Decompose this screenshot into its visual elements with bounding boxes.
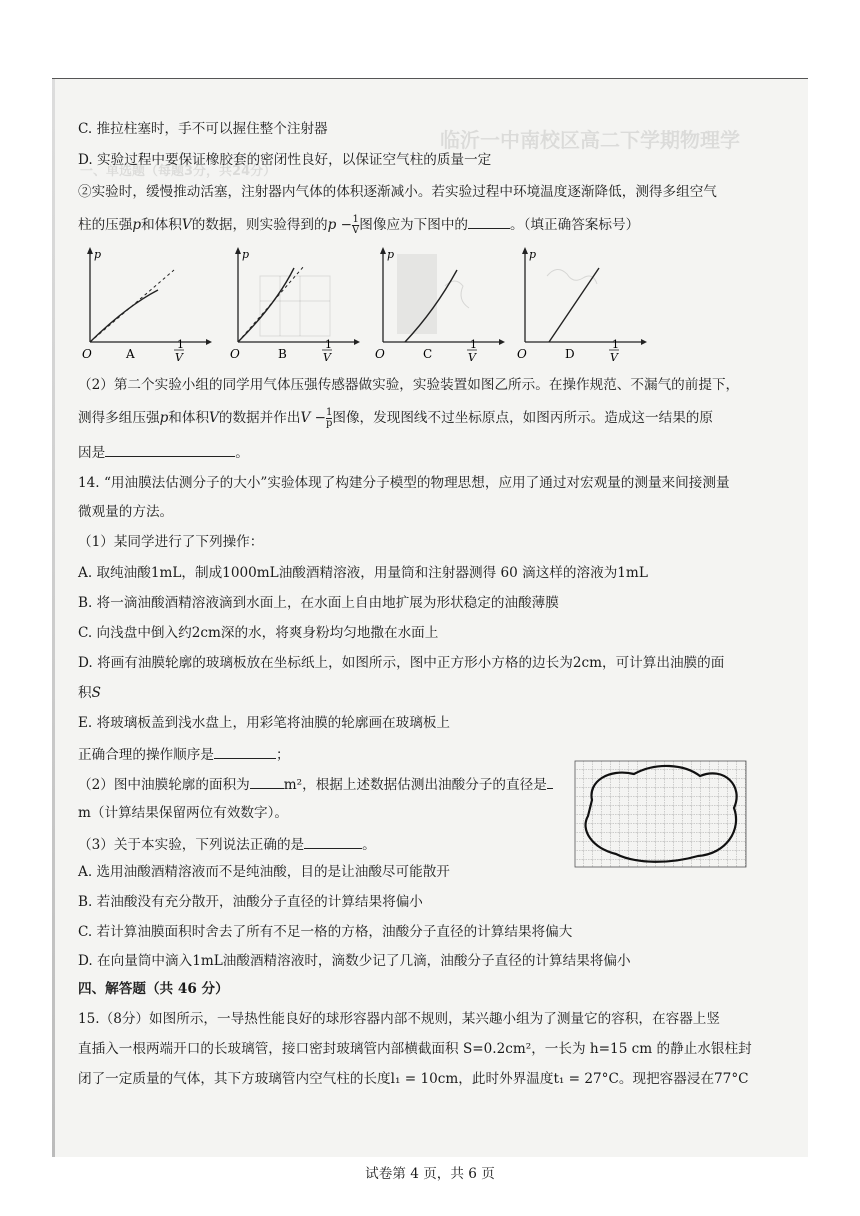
section-4-heading: 四、解答题（共 46 分） — [78, 981, 229, 997]
area-blank[interactable] — [250, 774, 284, 789]
order-line: 正确合理的操作顺序是 ； — [78, 744, 290, 764]
graph-a-x-den: V — [175, 351, 183, 364]
q14-3-a: A. 选用油酸酒精溶液而不是纯油酸，目的是让油酸尽可能散开 — [78, 864, 450, 880]
option-c-line: C. 推拉柱塞时，手不可以握住整个注射器 — [78, 121, 328, 137]
question-2-line-cont: 柱的压强p和体积V的数据，则实验得到的p − $\frac{1}{V}$ 图像应为下图中的 。（填正确答案标号） — [78, 214, 640, 236]
graph-b — [230, 246, 360, 364]
q14-part-1: （1）某同学进行了下列操作： — [78, 534, 264, 550]
question-15-line-2: 直插入一根两端开口的长玻璃管，接口密封玻璃管内部横截面积 S=0.2cm²，一长为 h=15 cm 的静止水银柱封 — [78, 1041, 752, 1057]
graph-a-x-num: 1 — [177, 338, 184, 351]
graph-b-x-den: V — [323, 351, 331, 364]
option-d-line: D. 实验过程中要保证橡胶套的密闭性良好，以保证空气柱的质量一定 — [78, 152, 492, 168]
q14-3-b: B. 若油酸没有充分散开，油酸分子直径的计算结果将偏小 — [78, 894, 423, 910]
q14-part-2: （2）图中油膜轮廓的面积为 m²，根据上述数据估测出油酸分子的直径是 — [78, 774, 553, 794]
graph-d-x-den: V — [610, 351, 618, 364]
graph-d-origin: O — [517, 347, 527, 361]
choice-blank[interactable] — [304, 834, 362, 849]
graph-a-label: A — [126, 347, 135, 361]
graph-b-x-num: 1 — [325, 338, 332, 351]
answer-blank[interactable] — [468, 214, 510, 229]
graph-c-x-num: 1 — [470, 338, 477, 351]
q14-3-c: C. 若计算油膜面积时舍去了所有不足一格的方格，油酸分子直径的计算结果将偏大 — [78, 924, 573, 940]
graph-d-axis-p: p — [529, 248, 537, 261]
q14-3-d: D. 在向量筒中滴入1mL油酸酒精溶液时，滴数少记了几滴，油酸分子直径的计算结果将偏小 — [78, 953, 631, 969]
q14-op-d-cont: 积S — [78, 685, 101, 701]
graph-c-axis-p: p — [387, 248, 395, 261]
graph-b-origin: O — [230, 347, 240, 361]
graph-c-x-den: V — [468, 351, 476, 364]
graph-a — [82, 246, 212, 364]
q14-part-2-cont: m（计算结果保留两位有效数字）。 — [78, 805, 288, 821]
graph-b-label: B — [278, 347, 287, 361]
graph-c-label: C — [423, 347, 433, 361]
bleed-through-section: 一、单选题（每题3分，共24分） — [80, 164, 277, 179]
diameter-blank[interactable] — [547, 774, 553, 789]
fraction-1-over-p: $\frac{1}{p}$ — [325, 407, 333, 429]
graph-b-axis-p: p — [242, 248, 250, 261]
graph-d — [517, 246, 647, 364]
q14-op-d: D. 将画有油膜轮廓的玻璃板放在坐标纸上，如图所示，图中正方形小方格的边长为2cm，可计算出油膜的面 — [78, 655, 725, 671]
question-14-line-cont: 微观量的方法。 — [78, 504, 174, 520]
oil-film-grid-figure — [574, 760, 748, 868]
page-footer: 试卷第 4 页，共 6 页 — [365, 1166, 495, 1182]
graph-a-origin: O — [82, 347, 92, 361]
question-15-line: 15.（8分）如图所示，一导热性能良好的球形容器内部不规则，某兴趣小组为了测量它的容积，在容器上竖 — [78, 1011, 720, 1027]
graph-a-axis-p: p — [94, 248, 102, 261]
bleed-through-title: 临沂一中南校区高二下学期物理学 — [440, 128, 740, 152]
q14-op-a: A. 取纯油酸1mL，制成1000mL油酸酒精溶液，用量筒和注射器测得 60 滴这样的溶液为1mL — [78, 565, 648, 581]
q14-part-3: （3）关于本实验，下列说法正确的是 。 — [78, 834, 376, 854]
part-2-line-cont: 测得多组压强p和体积V的数据并作出V − $\frac{1}{p}$ 图像，发现图线不过坐标原点，如图丙所示。造成这一结果的原 — [78, 407, 713, 429]
graph-c-origin: O — [375, 347, 385, 361]
fraction-1-over-v: $\frac{1}{V}$ — [352, 214, 360, 236]
q14-op-c: C. 向浅盘中倒入约2cm深的水，将爽身粉均匀地撒在水面上 — [78, 625, 439, 641]
graph-c — [375, 246, 505, 364]
q14-op-b: B. 将一滴油酸酒精溶液滴到水面上，在水面上自由地扩展为形状稳定的油酸薄膜 — [78, 595, 559, 611]
question-15-line-3: 闭了一定质量的气体，其下方玻璃管内空气柱的长度l₁ = 10cm，此时外界温度t₁ = 27°C。现把容器浸在77°C — [78, 1071, 749, 1087]
graph-d-label: D — [565, 347, 575, 361]
q14-op-e: E. 将玻璃板盖到浅水盘上，用彩笔将油膜的轮廓画在玻璃板上 — [78, 715, 451, 731]
reason-line: 因是 。 — [78, 442, 249, 462]
order-blank[interactable] — [214, 744, 276, 759]
question-14-line: 14. “用油膜法估测分子的大小”实验体现了构建分子模型的物理思想，应用了通过对宏观量的测量来间接测量 — [78, 475, 730, 491]
part-2-line: （2）第二个实验小组的同学用气体压强传感器做实验，实验装置如图乙所示。在操作规范、不漏气的前提下， — [78, 377, 740, 393]
question-2-line: ②实验时，缓慢推动活塞，注射器内气体的体积逐渐减小。若实验过程中环境温度逐渐降低，测得多组空气 — [78, 184, 717, 200]
graph-d-x-num: 1 — [612, 338, 619, 351]
reason-blank[interactable] — [105, 442, 235, 457]
